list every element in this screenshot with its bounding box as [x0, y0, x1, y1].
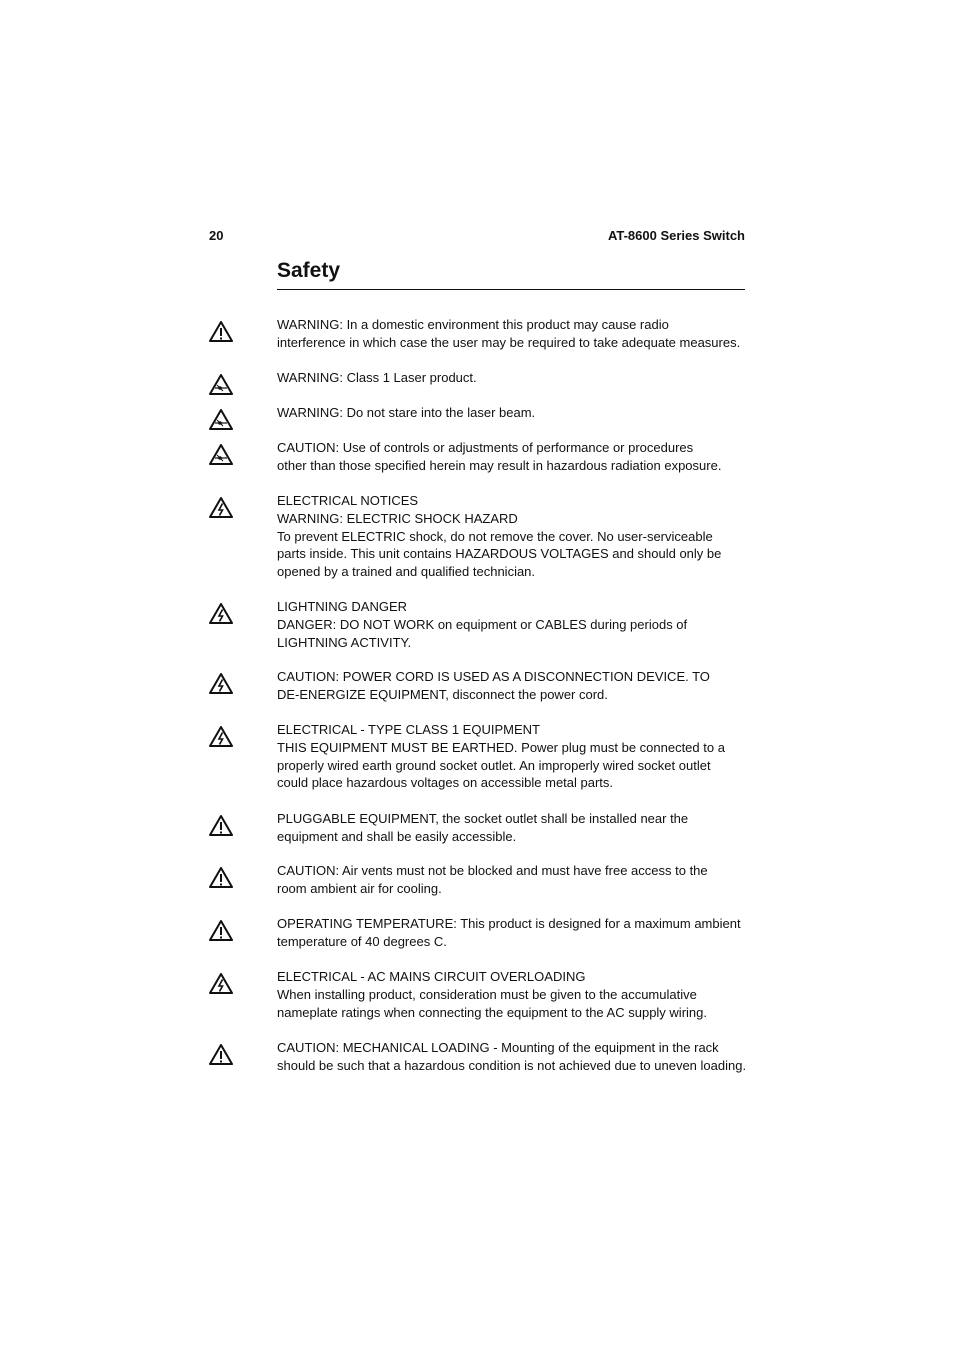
- notice-text: [277, 862, 747, 898]
- section-title: Safety: [277, 259, 341, 282]
- notice-line: WARNING: Do not stare into the laser beam.: [277, 405, 536, 420]
- notice-text: [277, 968, 747, 1021]
- notice-line: WARNING: Class 1 Laser product.: [277, 370, 477, 385]
- notice-line: should be such that a hazardous condition is not achieved due to uneven loading.: [277, 1057, 747, 1073]
- warning-icon: [209, 320, 233, 342]
- notice-line: CAUTION: MECHANICAL LOADING - Mounting of the equipment in the rack: [277, 1040, 719, 1055]
- warning-icon: [209, 919, 233, 941]
- laser-warning-icon: [209, 408, 233, 430]
- warning-icon: [209, 1043, 233, 1065]
- electric-shock-icon: [209, 972, 233, 994]
- notice-line: CAUTION: Use of controls or adjustments of performance or procedures: [277, 440, 694, 455]
- title-divider: [277, 289, 745, 290]
- notice-text: [277, 915, 747, 951]
- laser-warning-icon: [209, 373, 233, 395]
- notice-text: [277, 369, 747, 387]
- notice-text: [277, 316, 747, 352]
- notice-text: [277, 810, 747, 846]
- running-header-title: AT-8600 Series Switch: [607, 228, 745, 243]
- notice-line: To prevent ELECTRIC shock, do not remove the cover. No user-serviceable: [277, 528, 713, 544]
- notice-line: temperature of 40 degrees C.: [277, 933, 447, 949]
- notice-line: interference in which case the user may be required to take adequate measures.: [277, 334, 741, 350]
- notice-line: WARNING: In a domestic environment this product may cause radio: [277, 317, 669, 332]
- electric-shock-icon: [209, 496, 233, 518]
- page-number: 20: [209, 228, 224, 243]
- notice-line: ELECTRICAL - TYPE CLASS 1 EQUIPMENT: [277, 722, 540, 737]
- notice-line: PLUGGABLE EQUIPMENT, the socket outlet shall be installed near the: [277, 811, 689, 826]
- notice-line: THIS EQUIPMENT MUST BE EARTHED. Power plug must be connected to a: [277, 739, 725, 755]
- notice-text: [277, 598, 747, 651]
- notice-line: DANGER: DO NOT WORK on equipment or CABLES during periods of: [277, 616, 688, 632]
- warning-icon: [209, 814, 233, 836]
- notice-line: DE-ENERGIZE EQUIPMENT, disconnect the power cord.: [277, 686, 608, 702]
- notice-line: When installing product, consideration must be given to the accumulative: [277, 986, 697, 1002]
- notice-text: [277, 668, 747, 704]
- notice-line: could place hazardous voltages on accessible metal parts.: [277, 775, 614, 791]
- notice-line: equipment and shall be easily accessible.: [277, 828, 517, 844]
- notice-line: WARNING: ELECTRIC SHOCK HAZARD: [277, 510, 518, 526]
- electric-shock-icon: [209, 602, 233, 624]
- notice-text: [277, 1039, 747, 1075]
- notice-line: properly wired earth ground socket outlet. An improperly wired socket outlet: [277, 757, 711, 773]
- notice-line: LIGHTNING DANGER: [277, 599, 408, 614]
- electric-shock-icon: [209, 672, 233, 694]
- electric-shock-icon: [209, 725, 233, 747]
- notice-line: ELECTRICAL NOTICES: [277, 493, 419, 508]
- notice-line: nameplate ratings when connecting the equipment to the AC supply wiring.: [277, 1004, 707, 1020]
- notice-text: [277, 439, 747, 475]
- warning-icon: [209, 866, 233, 888]
- notice-line: ELECTRICAL - AC MAINS CIRCUIT OVERLOADING: [277, 969, 586, 984]
- notice-text: [277, 404, 747, 422]
- notice-line: CAUTION: POWER CORD IS USED AS A DISCONNECTION DEVICE. TO: [277, 669, 710, 684]
- notice-line: OPERATING TEMPERATURE: This product is designed for a maximum ambient: [277, 916, 741, 931]
- notice-line: parts inside. This unit contains HAZARDOUS VOLTAGES and should only be: [277, 546, 722, 562]
- notice-line: other than those specified herein may result in hazardous radiation exposure.: [277, 457, 722, 473]
- notice-text: [277, 721, 747, 792]
- notice-line: room ambient air for cooling.: [277, 880, 442, 896]
- laser-warning-icon: [209, 443, 233, 465]
- notice-text: [277, 492, 747, 581]
- notice-line: opened by a trained and qualified technician.: [277, 564, 536, 580]
- notice-line: CAUTION: Air vents must not be blocked and must have free access to the: [277, 863, 708, 878]
- notice-line: LIGHTNING ACTIVITY.: [277, 634, 412, 650]
